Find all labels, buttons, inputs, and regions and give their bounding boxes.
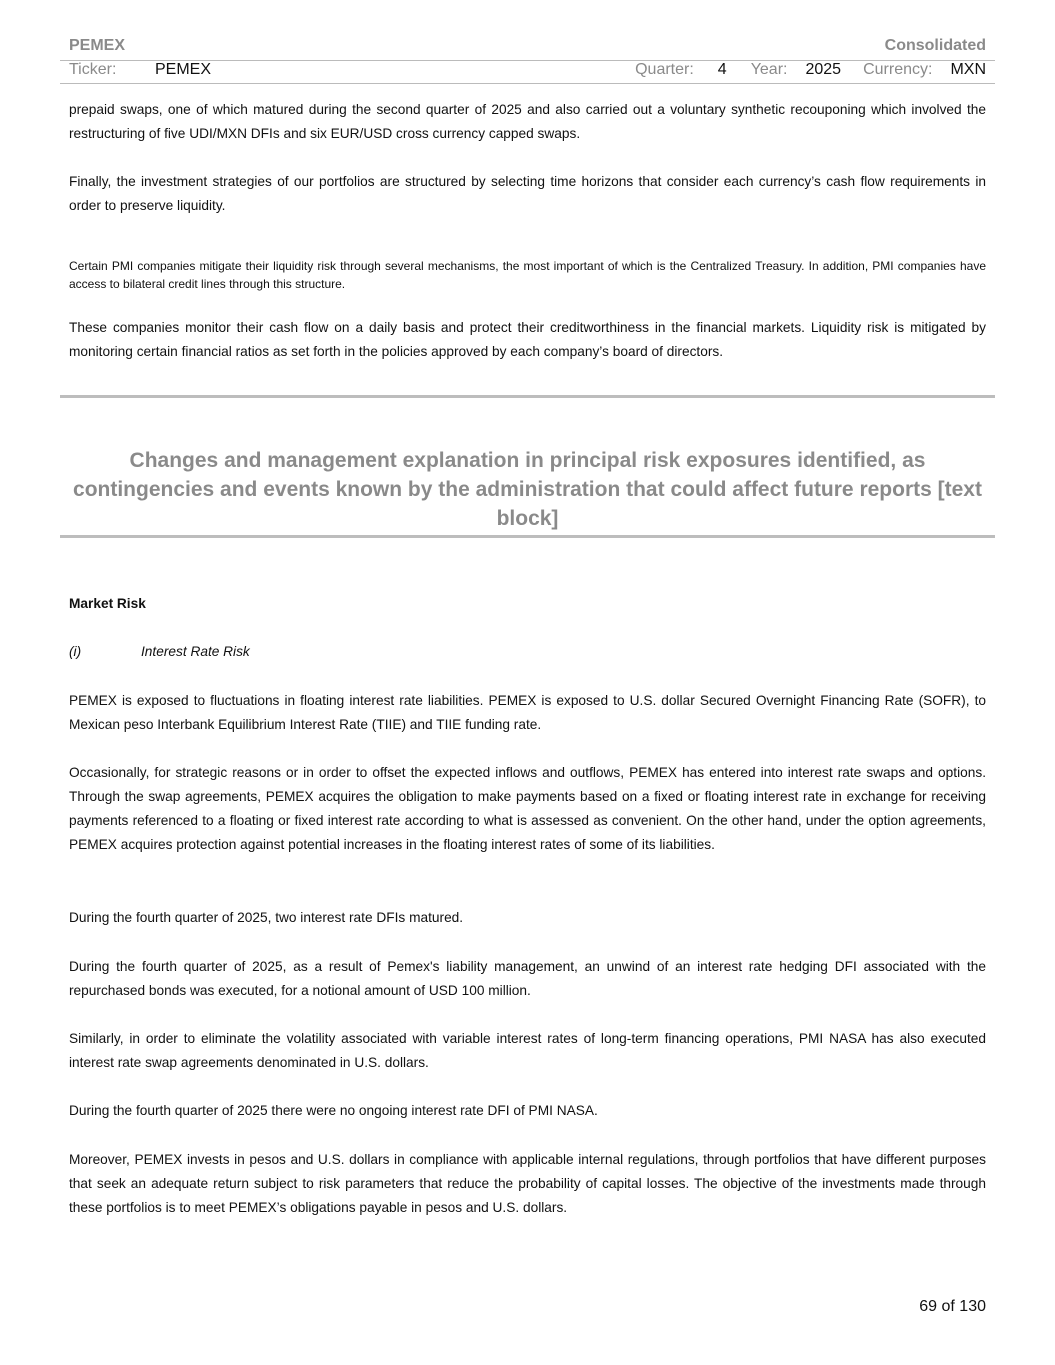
- section-rule-top: [60, 395, 995, 398]
- paragraph: Finally, the investment strategies of our portfolios are structured by selecting time horizons that consider each currency’s cash flow requirements in order to preserve liquidity.: [69, 174, 986, 213]
- subheading-text: Interest Rate Risk: [141, 644, 250, 659]
- currency-label: Currency:: [863, 61, 933, 78]
- paragraph: Certain PMI companies mitigate their liquidity risk through several mechanisms, the most important of which is the Centralized Treasury. In addition, PMI companies have access to bilateral credit lines through this structure.: [69, 259, 986, 291]
- ticker-value: PEMEX: [155, 61, 212, 78]
- page-number: 69 of 130: [919, 1298, 986, 1315]
- paragraph: Similarly, in order to eliminate the volatility associated with variable interest rates of long-term financing operations, PMI NASA has also executed interest rate swap agreements denominated in U.S. dollars.: [69, 1031, 986, 1070]
- header-info-row: [69, 61, 986, 79]
- quarter-label: Quarter:: [635, 61, 694, 78]
- currency-value: MXN: [950, 61, 986, 78]
- paragraph: prepaid swaps, one of which matured during the second quarter of 2025 and also carried out a voluntary synthetic recouponing which involved the restructuring of five UDI/MXN DFIs and six EUR/USD cross currency capped swaps.: [69, 102, 986, 141]
- ticker-label: Ticker:: [69, 61, 117, 78]
- report-type: Consolidated: [884, 37, 986, 54]
- quarter-value: 4: [717, 61, 727, 78]
- subheading-number: (i): [69, 644, 82, 659]
- subheading: [69, 640, 986, 664]
- paragraph: During the fourth quarter of 2025, as a result of Pemex's liability management, an unwind of an interest rate hedging DFI associated with the repurchased bonds was executed, for a notional amount of USD 100 million.: [69, 959, 986, 998]
- paragraph: PEMEX is exposed to fluctuations in floating interest rate liabilities. PEMEX is exposed to U.S. dollar Secured Overnight Financing Rate (SOFR), to Mexican peso Interbank Equilibrium Interest Rate (TIIE) and TIIE funding rate.: [69, 693, 986, 732]
- paragraph: Occasionally, for strategic reasons or in order to offset the expected inflows and outflows, PEMEX has entered into interest rate swaps and options. Through the swap agreements, PEMEX acquires the obligation to make payments based on a fixed or floating interest rate in exchange for receiving payments referenced to a floating or fixed interest rate according to what is assessed as convenient. On the other hand, under the option agreements, PEMEX acquires protection against potential increases in the floating interest rates of some of its liabilities.: [69, 765, 986, 852]
- year-label: Year:: [750, 61, 788, 78]
- year-value: 2025: [805, 61, 842, 78]
- page-header: [69, 37, 986, 55]
- header-divider: [60, 83, 995, 84]
- paragraph: Moreover, PEMEX invests in pesos and U.S. dollars in compliance with applicable internal regulations, through portfolios that have different purposes that seek an adequate return subject to risk parameters that reduce the probability of capital losses. The objective of the investments made through these portfolios is to meet PEMEX’s obligations payable in pesos and U.S. dollars.: [69, 1152, 986, 1215]
- paragraph: During the fourth quarter of 2025 there were no ongoing interest rate DFI of PMI NASA.: [69, 1103, 598, 1118]
- market-risk-heading: Market Risk: [69, 596, 146, 611]
- paragraph: During the fourth quarter of 2025, two interest rate DFIs matured.: [69, 910, 464, 925]
- paragraph: These companies monitor their cash flow on a daily basis and protect their creditworthiness in the financial markets. Liquidity risk is mitigated by monitoring certain financial ratios as set forth in the policies approved by each company’s board of directors.: [69, 320, 986, 359]
- section-title: Changes and management explanation in principal risk exposures identified, as contingencies and events known by the administration that could affect future reports [text block]: [73, 449, 982, 530]
- section-rule-bottom: [60, 535, 995, 538]
- company-name: PEMEX: [69, 37, 126, 54]
